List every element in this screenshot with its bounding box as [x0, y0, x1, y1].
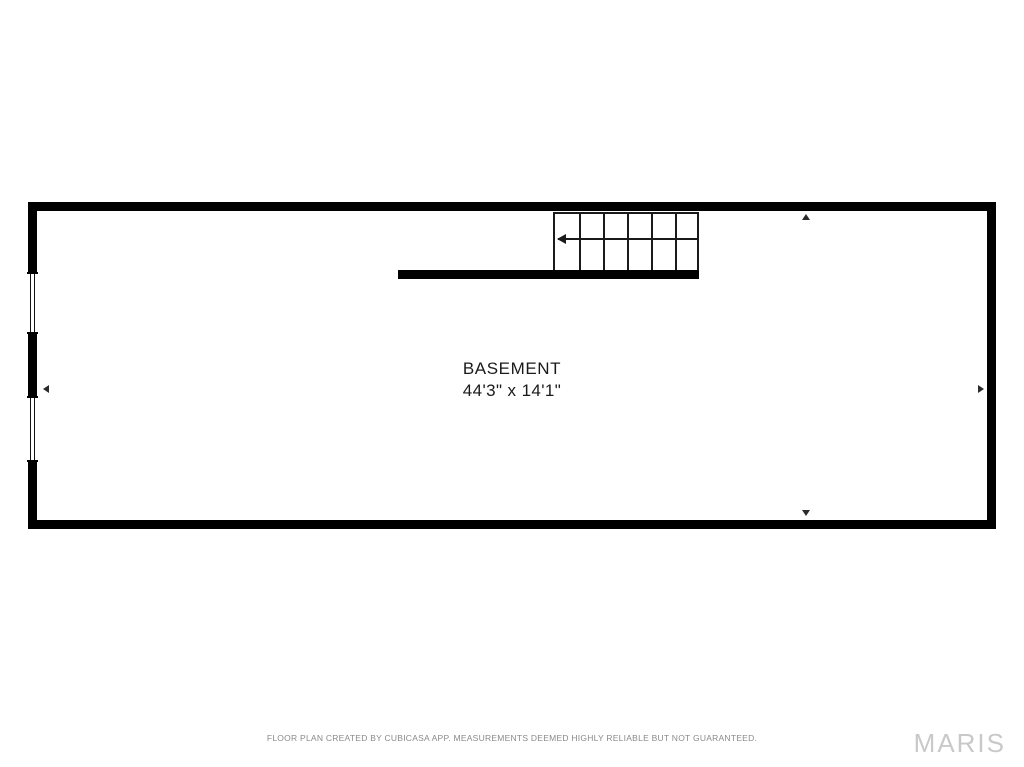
stair-tread	[675, 214, 677, 271]
dimension-tick-left-icon	[43, 385, 49, 393]
stair-tread	[603, 214, 605, 271]
maris-watermark: MARIS	[913, 728, 1006, 758]
room-dimensions: 44'3" x 14'1"	[462, 381, 562, 400]
window-pane	[30, 274, 35, 332]
stair-tread	[579, 214, 581, 271]
stair-tread	[627, 214, 629, 271]
disclaimer-text: FLOOR PLAN CREATED BY CUBICASA APP. MEASUREMENTS DEEMED HIGHLY RELIABLE BUT NOT GUARANTEED.	[266, 733, 758, 743]
dimension-tick-down-icon	[802, 510, 810, 516]
window-opening-lower	[27, 396, 38, 462]
window-opening-upper	[27, 272, 38, 334]
window-pane	[30, 398, 35, 460]
dimension-tick-up-icon	[802, 214, 810, 220]
stair-direction-arrow-icon	[558, 238, 698, 240]
stair-landing-wall	[398, 270, 699, 279]
staircase	[553, 212, 699, 273]
room-name: BASEMENT	[462, 359, 562, 378]
dimension-tick-right-icon	[978, 385, 984, 393]
room-label	[0, 358, 1024, 402]
stair-tread	[651, 214, 653, 271]
